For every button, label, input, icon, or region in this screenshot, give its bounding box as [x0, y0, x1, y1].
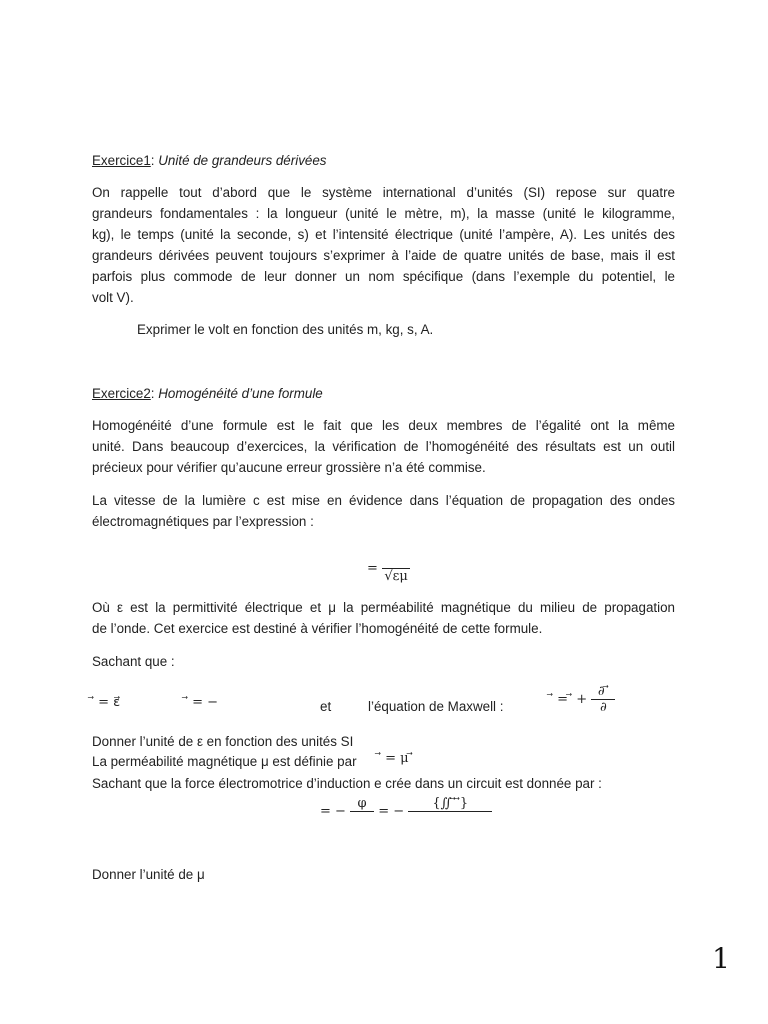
equation-denominator: √εμ: [384, 569, 408, 584]
paragraph-line: électromagnétiques par l’expression :: [92, 514, 314, 529]
exercise2-paragraph-1: [92, 415, 675, 478]
exercise2-label: Exercice2: [92, 386, 151, 401]
paragraph-line: précieux pour vérifier qu’aucune erreur grossière n’a été commise.: [92, 460, 486, 475]
exercise1-task: Exprimer le volt en fonction des unités m, kg, s, A.: [137, 322, 434, 337]
equation-numerator: {∬ ⃗ ⃗}: [408, 796, 492, 812]
exercise1-heading: [92, 150, 675, 171]
paragraph-line: de l’onde. Cet exercice est destiné à vérifier l’homogénéité de cette formule.: [92, 621, 543, 636]
paragraph-line: On rappelle tout d’abord que le système international d’unités (SI) repose sur quatre: [92, 185, 675, 200]
equation-maxwell: [553, 684, 615, 715]
equation-b-field: ⃗ = μ ⃗: [381, 751, 413, 766]
exercise1-title: Unité de grandeurs dérivées: [158, 153, 327, 168]
equation-numerator: ∂ ⃗: [591, 684, 615, 700]
equation-part: = −: [378, 804, 405, 819]
equation-part: = −: [320, 804, 346, 819]
equation-d-field: ⃗ = ε⃗: [94, 695, 121, 710]
emf-line: Sachant que la force électromotrice d’induction e crée dans un circuit est donnée par :: [92, 776, 602, 791]
knowing-label: Sachant que :: [92, 654, 175, 669]
equation-emf: [320, 796, 492, 827]
equation-lhs: =: [367, 561, 378, 576]
exercise1-label: Exercice1: [92, 153, 151, 168]
exercise2-paragraph-3: [92, 597, 675, 639]
equation-speed-of-light: [367, 553, 410, 584]
permeability-line: La perméabilité magnétique μ est définie par: [92, 754, 357, 769]
paragraph-line: unité. Dans beaucoup d’exercices, la vérification de l’homogénéité des résultats est un outil: [92, 439, 675, 454]
equation-fraction: [382, 553, 410, 584]
equation-numerator: φ: [350, 796, 374, 812]
exercise2-separator: :: [150, 386, 159, 401]
exercise2-paragraph-2: [92, 490, 675, 532]
and-label: et: [320, 699, 332, 714]
equation-denominator: ∂: [599, 700, 607, 715]
exercise1-paragraph: [92, 182, 675, 308]
paragraph-line: parfois plus commode de leur donner un nom spécifique (dans l’exemple du potentiel, le: [92, 269, 675, 284]
equation-fraction: [408, 796, 492, 827]
equation-fraction: [350, 796, 374, 827]
paragraph-line: Homogénéité d’une formule est le fait que les deux membres de l’égalité ont la même: [92, 418, 675, 433]
exercise2-heading: [92, 383, 675, 404]
question-mu: Donner l’unité de μ: [92, 867, 205, 882]
paragraph-line: grandeurs dérivées peuvent toujours s’exprimer à l’aide de quatre unités de base, mais il est: [92, 248, 675, 263]
paragraph-line: Où ε est la permittivité électrique et μ la perméabilité magnétique du milieu de propagation: [92, 600, 675, 615]
paragraph-line: volt V).: [92, 290, 134, 305]
exercise1-separator: :: [150, 153, 159, 168]
paragraph-line: La vitesse de la lumière c est mise en évidence dans l’équation de propagation des ondes: [92, 493, 675, 508]
equation-fraction: [591, 684, 615, 715]
maxwell-label: l’équation de Maxwell :: [368, 699, 504, 714]
exercise2-title: Homogénéité d’une formule: [158, 386, 323, 401]
equation-lhs: ⃗ = ⃗ +: [553, 692, 588, 707]
paragraph-line: grandeurs fondamentales : la longueur (unité le mètre, m), la masse (unité le kilogramme,: [92, 206, 675, 221]
equation-e-field: ⃗ = −: [188, 695, 219, 710]
page-number: 1: [712, 942, 730, 975]
paragraph-line: kg), le temps (unité la seconde, s) et l’intensité électrique (unité l’ampère, A). Les unités des: [92, 227, 675, 242]
question-epsilon: Donner l’unité de ε en fonction des unités SI: [92, 734, 354, 749]
